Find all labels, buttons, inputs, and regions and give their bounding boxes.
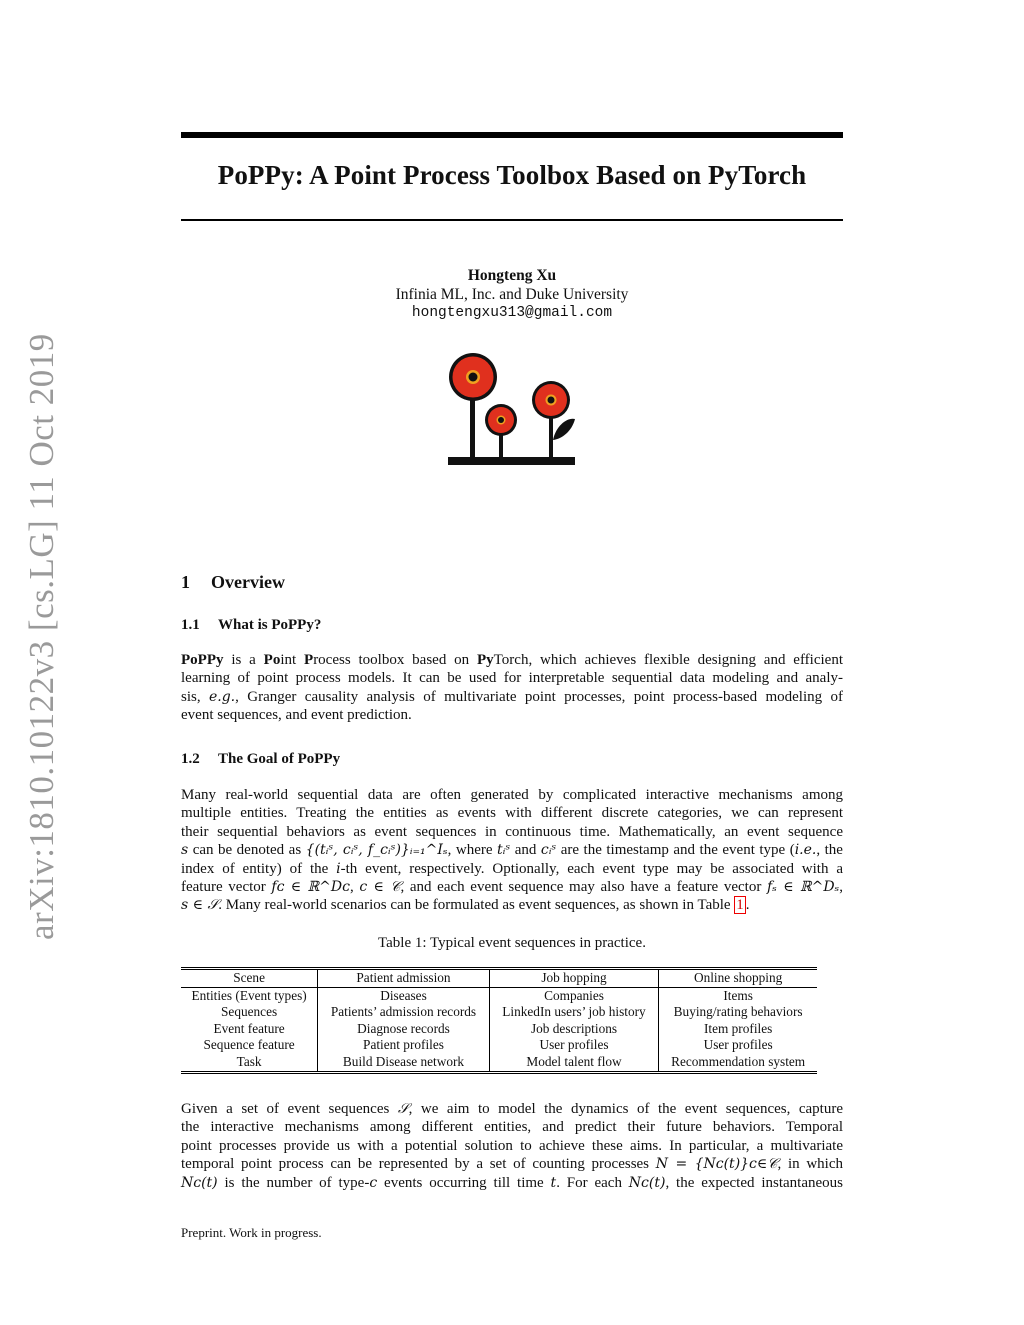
text-line: PoPPy is a Point Process toolbox based on PyTorch, which achieves flexible designing and efficient (181, 652, 843, 668)
math-sequence: {(tᵢˢ, cᵢˢ, f_cᵢˢ)}ᵢ₌₁^Iₛ (305, 842, 448, 859)
section-heading (181, 572, 285, 593)
poppy-logo (440, 347, 585, 472)
title-top-rule (181, 132, 843, 138)
table-caption: Table 1: Typical event sequences in practice. (378, 935, 646, 951)
paragraph-point-processes (181, 1100, 843, 1192)
table-reference-link[interactable]: 1 (736, 897, 744, 914)
text-line: temporal point process can be represented by a set of counting processes N = {Nᴄ(t)}ᴄ∈𝒞, in which (181, 1156, 843, 1173)
paper-title: PoPPy: A Point Process Toolbox Based on PyTorch (217, 160, 807, 190)
text-line: feature vector fᴄ ∈ ℝ^Dᴄ, c ∈ 𝒞, and each event sequence may also have a feature vector fₛ ∈ ℝ^Dₛ, (181, 879, 844, 896)
table-cell: User profiles (703, 1037, 773, 1053)
subsection-title: The Goal of PoPPy (218, 751, 341, 767)
table-cell: Items (723, 987, 753, 1003)
table-row (181, 1037, 817, 1054)
table-cell: Task (181, 1054, 318, 1072)
logo-stem-left (470, 392, 475, 458)
table-cell: LinkedIn users’ job history (489, 1004, 658, 1021)
table-header-row (181, 969, 817, 988)
text-line: learning of point process models. It can be used for interpretable sequential data modeling and analy- (181, 670, 843, 687)
logo-leaf (553, 419, 575, 440)
title-bottom-rule (181, 219, 843, 221)
logo-flower-right (532, 381, 570, 419)
text-line: sis, e.g., Granger causality analysis of multivariate point processes, point process-based modeling of (181, 688, 844, 705)
text-line: s can be denoted as {(tᵢˢ, cᵢˢ, f_cᵢˢ)}ᵢ₌₁^Iₛ, where tᵢˢ and cᵢˢ are the timestamp and the event type (i.e., the (181, 842, 843, 859)
subsection-title: What is PoPPy? (218, 617, 322, 633)
table-row (181, 1021, 817, 1038)
text-line: s ∈ 𝒮. Many real-world scenarios can be formulated as event sequences, as shown in Table 1 . (181, 897, 750, 914)
logo-flower-middle (485, 404, 517, 436)
table-cell: Diseases (318, 987, 490, 1004)
author-email[interactable]: hongtengxu313@gmail.com (411, 305, 613, 321)
table-cell: Event feature (181, 1021, 318, 1038)
arxiv-identifier: arXiv:1810.10122v3 [cs.LG] 11 Oct 2019 (22, 333, 61, 940)
subsection-heading (181, 751, 340, 768)
section-number: 1 (181, 572, 190, 592)
subsection-number: 1.1 (181, 617, 200, 633)
table-cell: Build Disease network (318, 1054, 490, 1072)
table-cell: Model talent flow (489, 1054, 658, 1072)
text-line: index of entity) of the i-th event, respectively. Optionally, each event type may be associated with a (181, 860, 844, 877)
logo-ground (448, 457, 575, 465)
table-cell: Job descriptions (489, 1021, 658, 1038)
text-line: multiple entities. Treating the entities as events with different discrete categories, we can represent (181, 805, 843, 822)
table-cell: Patients’ admission records (318, 1004, 490, 1021)
table-cell: Companies (489, 987, 658, 1004)
table-cell: Item profiles (703, 1020, 773, 1036)
paragraph-goal-of-poppy (181, 786, 843, 915)
table-header-cell: Job hopping (489, 969, 658, 988)
table-cell: Sequence feature (181, 1037, 318, 1054)
subsection-heading (181, 617, 321, 634)
text-line: Many real-world sequential data are often generated by complicated interactive mechanisms among (181, 787, 843, 803)
table-cell: Entities (Event types) (181, 987, 318, 1004)
table-cell: Buying/rating behaviors (673, 1004, 803, 1020)
text-line: the interactive mechanisms among different entities, and predict their future behaviors. Temporal (181, 1119, 843, 1136)
table-cell: Diagnose records (318, 1021, 490, 1038)
table-row (181, 987, 817, 1004)
subsection-number: 1.2 (181, 751, 200, 767)
table-header-cell: Scene (181, 969, 318, 988)
paragraph-what-is-poppy (181, 651, 843, 725)
text-line: event sequences, and event prediction. (181, 707, 412, 724)
section-title: Overview (211, 572, 285, 592)
event-sequences-table (181, 967, 817, 1074)
text-line: their sequential behaviors as event sequences in continuous time. Mathematically, an event sequence (181, 823, 843, 840)
table-row (181, 1004, 817, 1021)
logo-flower-left (449, 353, 497, 401)
table-cell: Sequences (181, 1004, 318, 1021)
table-cell: User profiles (489, 1037, 658, 1054)
author-name: Hongteng Xu (467, 267, 557, 284)
author-block (181, 267, 843, 323)
table-cell: Patient profiles (318, 1037, 490, 1054)
author-affiliation: Infinia ML, Inc. and Duke University (395, 285, 629, 303)
table-cell: Recommendation system (671, 1053, 806, 1069)
table-header-cell: Patient admission (318, 969, 490, 988)
footer-note: Preprint. Work in progress. (181, 1225, 322, 1240)
text-line: point processes provide us with a potential solution to achieve these aims. In particular, a multivariate (181, 1137, 843, 1154)
table-row (181, 1054, 817, 1072)
text-line: Given a set of event sequences 𝒮, we aim to model the dynamics of the event sequences, capture (181, 1101, 843, 1117)
table-header-cell: Online shopping (693, 970, 783, 985)
text-line: Nᴄ(t) is the number of type-c events occurring till time t. For each Nᴄ(t), the expected instantaneous (181, 1174, 844, 1191)
